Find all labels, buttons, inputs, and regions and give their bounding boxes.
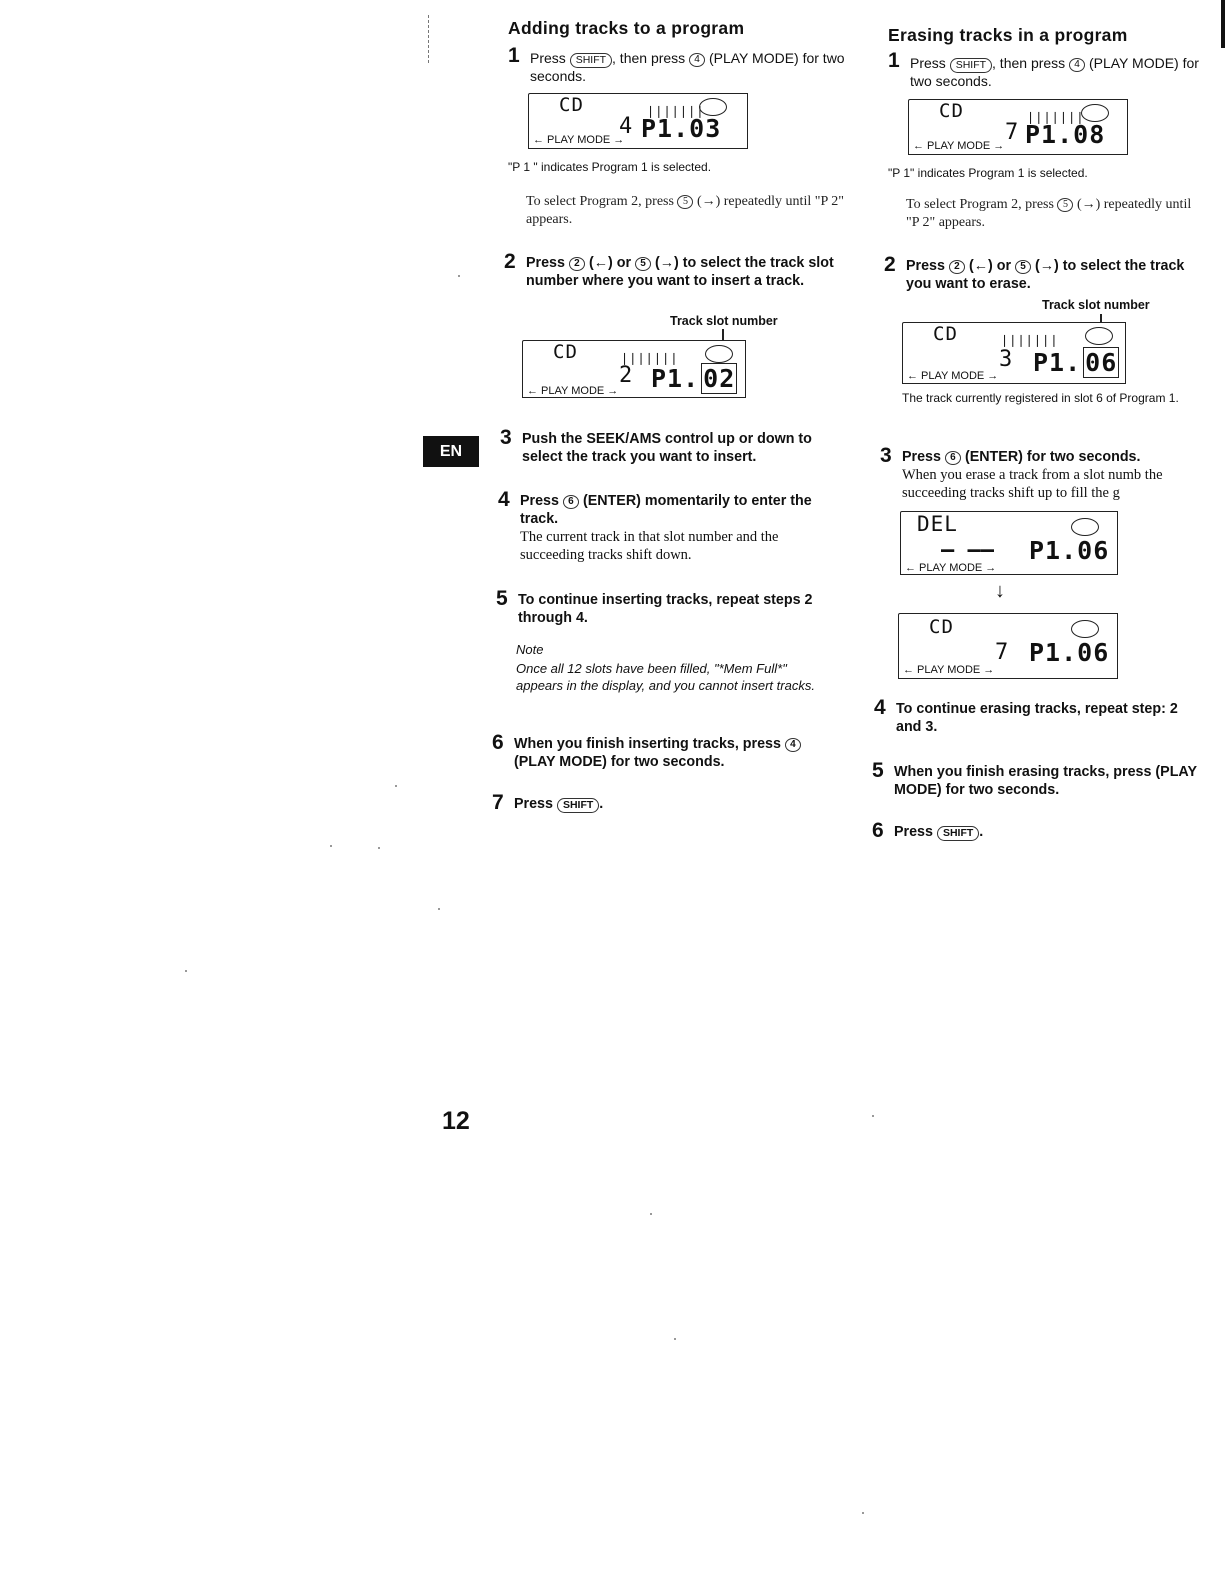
lcd-level-bars: ∣∣∣∣∣∣∣ — [1027, 110, 1085, 124]
section-title: Erasing tracks in a program — [888, 25, 1128, 45]
disc-icon — [1071, 518, 1099, 536]
shift-key-icon: SHIFT — [557, 798, 599, 813]
step-text: To continue erasing tracks, repeat step: 2 and 3. — [896, 701, 1178, 735]
lcd-arrow: ← PLAY MODE → — [905, 562, 997, 574]
step-text: Push the SEEK/AMS control up or down to select the track you want to insert. — [522, 431, 812, 465]
track-slot-label: Track slot number — [670, 314, 778, 328]
step-number: 1 — [508, 44, 520, 67]
lcd-program: P1. 06 — [1033, 348, 1118, 377]
program2-tip: To select Program 2, press 5 (→) repeatedly until "P 2" appears. — [526, 194, 844, 227]
lcd-display-result — [898, 613, 1118, 679]
lcd-caption: The track currently registered in slot 6 of Program 1. — [902, 391, 1179, 405]
step-body: The current track in that slot number and the succeeding tracks shift down. — [520, 529, 779, 563]
lcd-caption: "P 1" indicates Program 1 is selected. — [888, 166, 1088, 180]
key-2-icon: 2 — [569, 257, 585, 271]
shift-key-icon: SHIFT — [570, 53, 612, 68]
key-4-icon: 4 — [1069, 58, 1085, 72]
lcd-display — [902, 322, 1126, 384]
lcd-track: 7 — [995, 640, 1009, 665]
step-number: 5 — [496, 587, 508, 610]
scan-speck — [395, 785, 397, 787]
lcd-display — [908, 99, 1128, 155]
key-4-icon: 4 — [689, 53, 705, 67]
lcd-source: CD — [933, 323, 958, 345]
step-text: Press 2 (←) or 5 (→) to select the track you want to erase. — [906, 258, 1185, 292]
lcd-arrow: ← PLAY MODE → — [907, 370, 999, 382]
lcd-program: P1.06 — [1029, 536, 1110, 565]
lcd-slot-highlight: 02 — [703, 364, 736, 393]
scan-speck — [872, 1115, 874, 1117]
scan-speck — [674, 1338, 676, 1340]
scan-speck — [330, 845, 332, 847]
lcd-arrow: ← PLAY MODE → — [527, 385, 619, 397]
lcd-source: CD — [929, 616, 954, 638]
lcd-level-bars: ∣∣∣∣∣∣∣ — [1001, 333, 1059, 347]
shift-key-icon: SHIFT — [937, 826, 979, 841]
key-5-icon: 5 — [677, 195, 693, 209]
disc-icon — [705, 345, 733, 363]
step-text: To continue inserting tracks, repeat steps 2 through 4. — [518, 592, 813, 626]
key-5-icon: 5 — [1057, 198, 1073, 212]
step-number: 3 — [500, 426, 512, 449]
disc-icon — [1071, 620, 1099, 638]
step-text: Press SHIFT , then press 4 (PLAY MODE) for two seconds. — [910, 55, 1199, 89]
lcd-arrow: ← PLAY MODE → — [913, 140, 1005, 152]
step-text: Press 6 (ENTER) for two seconds. — [902, 449, 1141, 465]
track-slot-label: Track slot number — [1042, 298, 1150, 312]
lcd-track: 3 — [999, 347, 1013, 372]
lcd-track: – –– — [941, 538, 994, 563]
edge-mark — [1221, 0, 1225, 48]
key-6-icon: 6 — [945, 451, 961, 465]
lcd-program: P1.06 — [1029, 638, 1110, 667]
note-title: Note — [516, 642, 544, 657]
program2-tip: To select Program 2, press 5 (→) repeatedly until "P 2" appears. — [906, 197, 1192, 230]
disc-icon — [1085, 327, 1113, 345]
lcd-program: P1. 02 — [651, 364, 736, 393]
lcd-source: CD — [553, 341, 578, 363]
scan-speck — [650, 1213, 652, 1215]
note-text: Once all 12 slots have been filled, "*Mem Full*" appears in the display, and you cannot insert tracks. — [516, 661, 815, 693]
scan-speck — [185, 970, 187, 972]
lcd-track: 2 — [619, 363, 633, 388]
scan-speck — [378, 847, 380, 849]
shift-key-icon: SHIFT — [950, 58, 992, 73]
lcd-slot-highlight: 06 — [1085, 348, 1118, 377]
key-2-icon: 2 — [949, 260, 965, 274]
key-5-icon: 5 — [1015, 260, 1031, 274]
lcd-program: P1.03 — [641, 114, 722, 143]
step-number: 4 — [498, 488, 510, 511]
scan-speck — [438, 908, 440, 910]
scan-speck — [458, 275, 460, 277]
step-number: 3 — [880, 444, 892, 467]
lcd-level-bars: ∣∣∣∣∣∣∣ — [647, 104, 705, 118]
lcd-arrow: ← PLAY MODE → — [903, 664, 995, 676]
lcd-source: CD — [559, 94, 584, 116]
step-number: 7 — [492, 791, 504, 814]
lcd-program: P1.08 — [1025, 120, 1106, 149]
lcd-display-delete — [900, 511, 1118, 575]
step-number: 6 — [492, 731, 504, 754]
lcd-track: 4 — [619, 114, 633, 139]
lcd-source: CD — [939, 100, 964, 122]
step-number: 4 — [874, 696, 886, 719]
step-text: When you finish inserting tracks, press 4 (PLAY MODE) for two seconds. — [514, 735, 834, 771]
step-text: When you finish erasing tracks, press (PLAY MODE) for two seconds. — [894, 764, 1197, 798]
lcd-display — [522, 340, 746, 398]
step-text: Press SHIFT . — [514, 796, 604, 812]
step-number: 6 — [872, 819, 884, 842]
section-title: Adding tracks to a program — [508, 18, 745, 38]
step-body: When you erase a track from a slot numb the succeeding tracks shift up to fill the g — [902, 467, 1163, 501]
step-text: Press SHIFT . — [894, 824, 984, 840]
language-tab: EN — [423, 436, 479, 467]
step-number: 2 — [884, 253, 896, 276]
step-text: Press 6 (ENTER) momentarily to enter the track. — [520, 493, 812, 527]
key-4-icon: 4 — [785, 738, 801, 752]
step-text: Press SHIFT , then press 4 (PLAY MODE) for two seconds. — [530, 50, 845, 84]
lcd-display — [528, 93, 748, 149]
scan-speck — [862, 1512, 864, 1514]
step-number: 5 — [872, 759, 884, 782]
key-6-icon: 6 — [563, 495, 579, 509]
step-number: 2 — [504, 250, 516, 273]
down-arrow-icon: ↓ — [995, 580, 1005, 602]
page-number: 12 — [442, 1107, 470, 1135]
lcd-level-bars: ∣∣∣∣∣∣∣ — [621, 351, 679, 365]
lcd-caption: "P 1 " indicates Program 1 is selected. — [508, 160, 712, 174]
lcd-source: DEL — [917, 512, 958, 536]
step-text: Press 2 (←) or 5 (→) to select the track slot number where you want to insert a track. — [526, 255, 834, 289]
lcd-arrow: ← PLAY MODE → — [533, 134, 625, 146]
lcd-track: 7 — [1005, 120, 1019, 145]
key-5-icon: 5 — [635, 257, 651, 271]
margin-mark — [428, 15, 430, 63]
step-number: 1 — [888, 49, 900, 72]
